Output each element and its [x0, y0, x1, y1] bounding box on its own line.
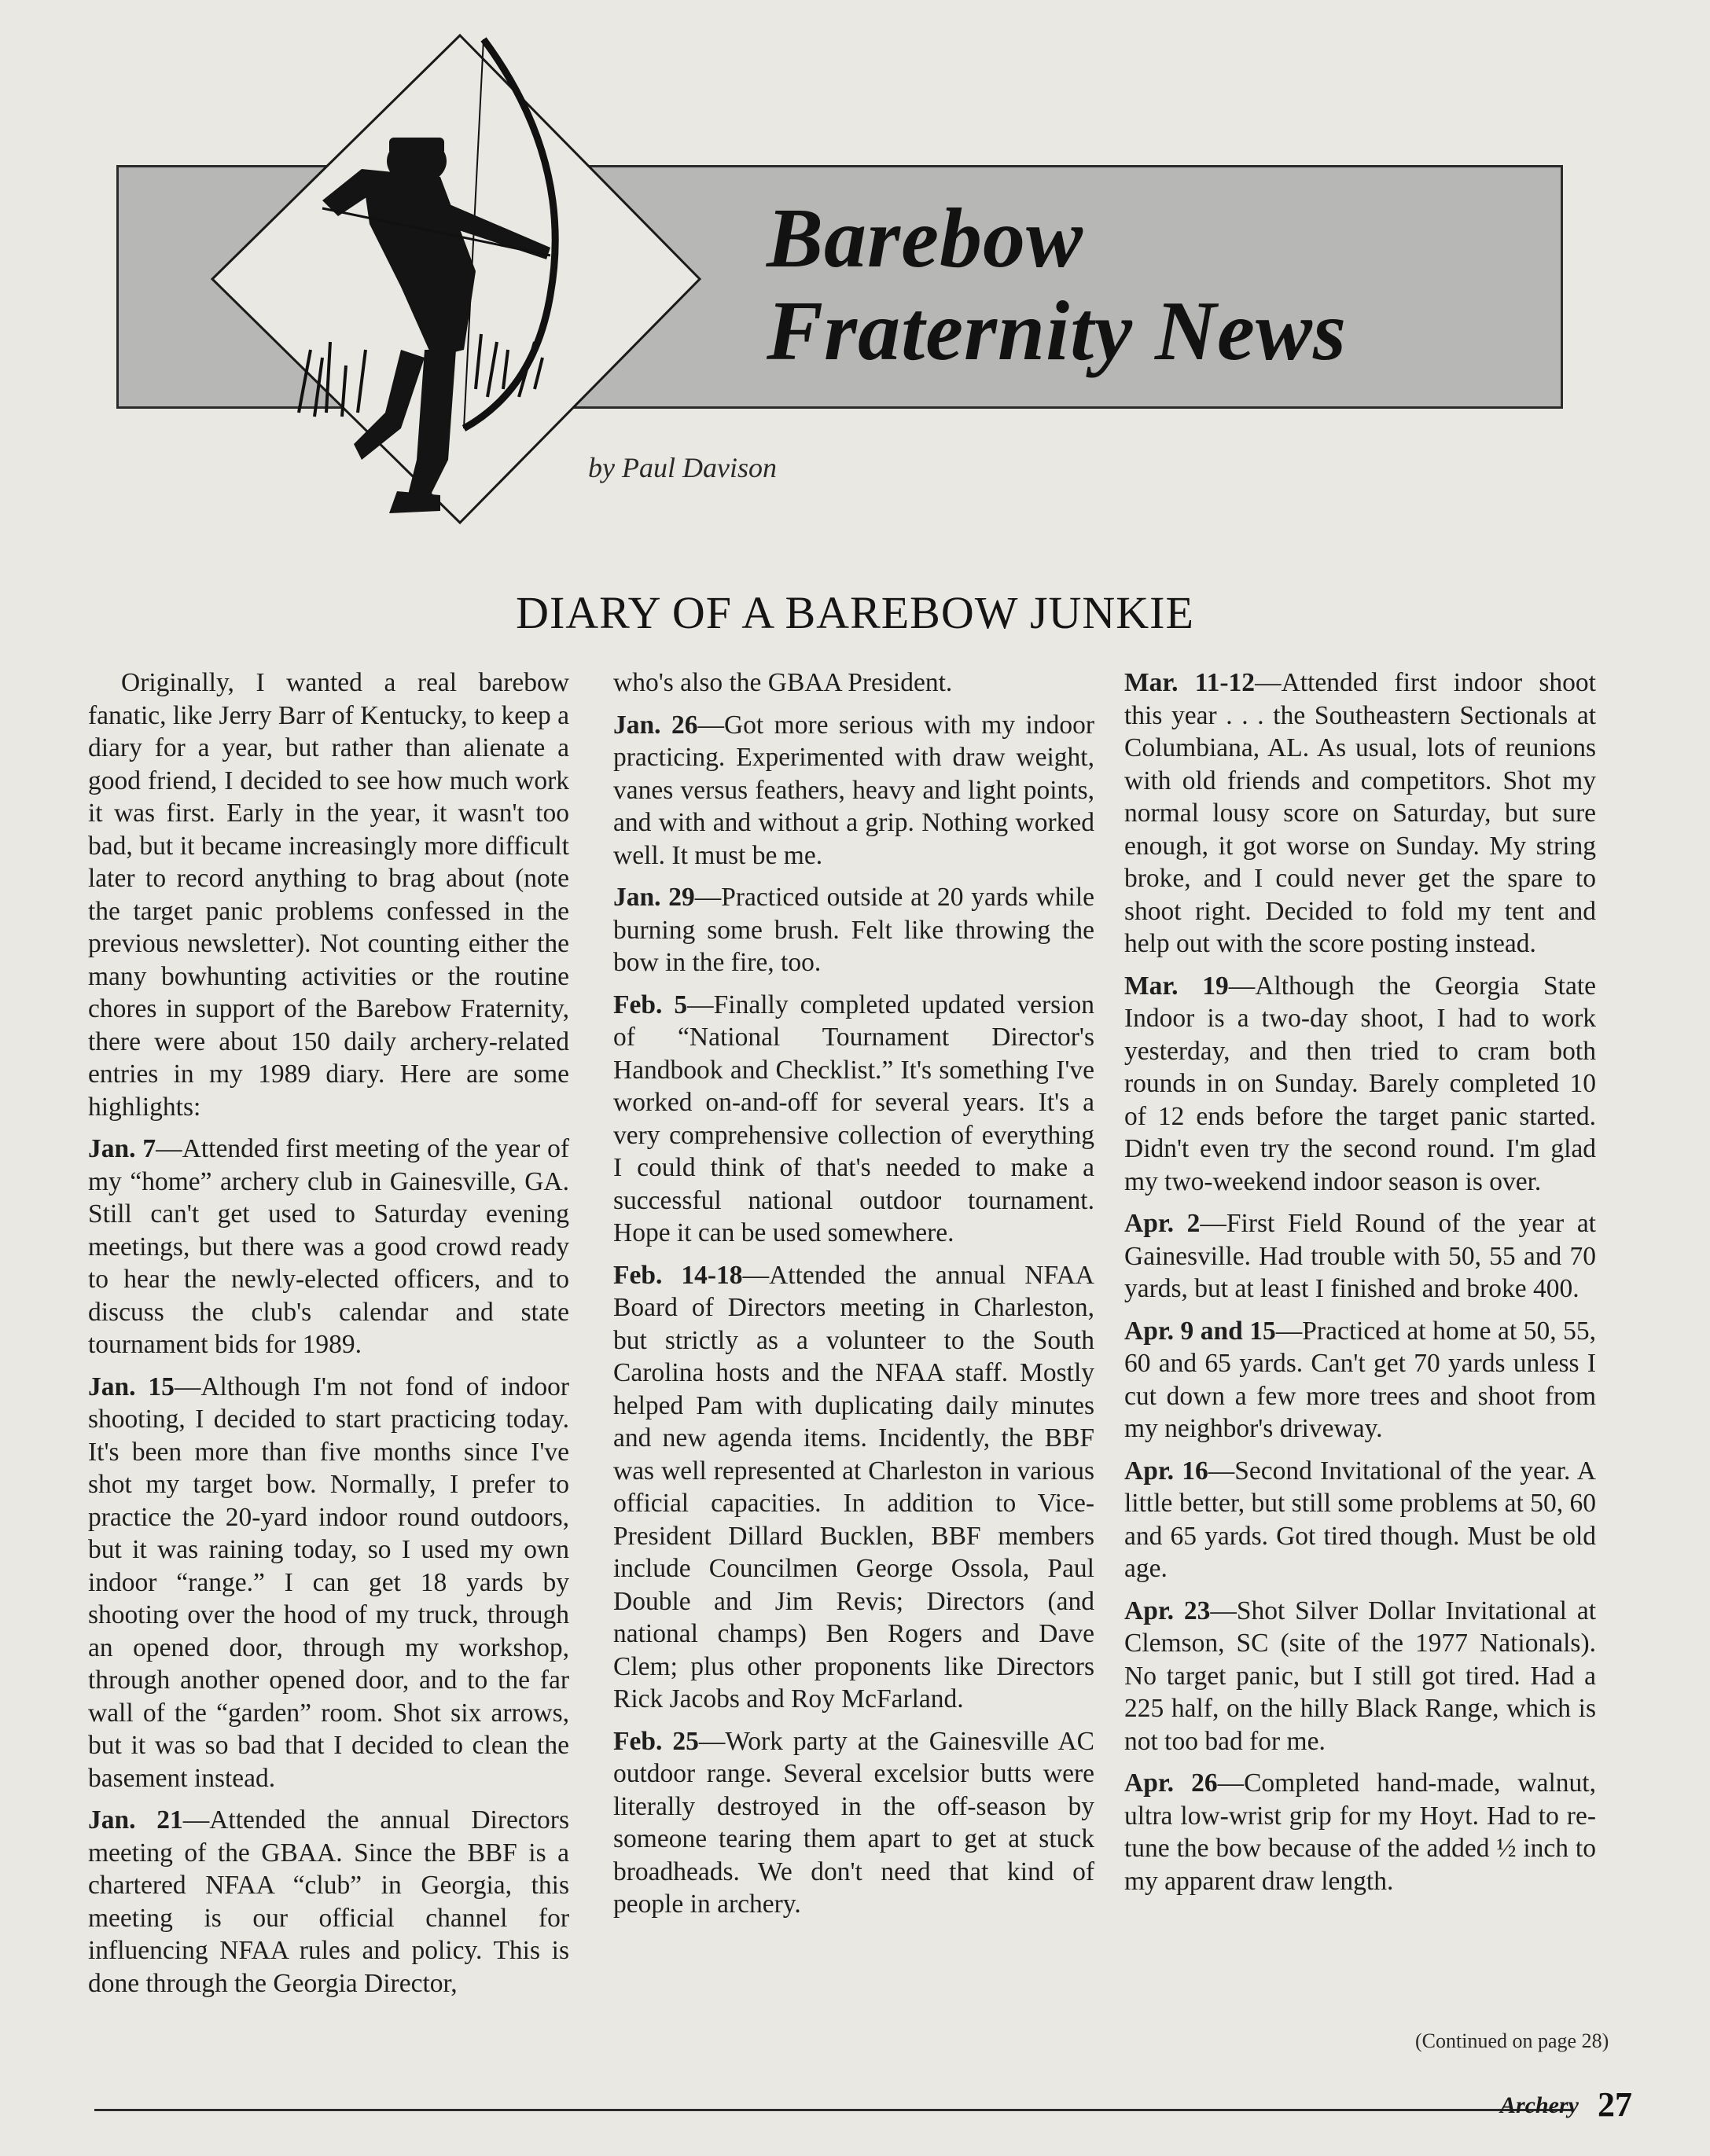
byline: by Paul Davison	[588, 452, 777, 483]
entry-date: Jan. 7	[88, 1134, 156, 1163]
entry-date: Feb. 25	[613, 1726, 699, 1756]
entry-date: Mar. 11-12	[1124, 668, 1256, 697]
entry-text: —Got more serious with my indoor practicing. Experimented with draw weight, vanes versus feathers, heavy and light points, and with and without a grip. Nothing worked well. It must be me.	[613, 710, 1094, 870]
masthead-title-line1: Barebow	[767, 192, 1084, 285]
page-number: 27	[1598, 2085, 1632, 2124]
entry-date: Mar. 19	[1124, 971, 1229, 1001]
entry-date: Apr. 23	[1124, 1596, 1211, 1625]
diary-entry	[613, 881, 1094, 979]
entry-text: —Shot Silver Dollar Invitational at Clemson, SC (site of the 1977 Nationals). No target panic, but I still got tired. Had a 225 half, on the hilly Black Range, which is not too bad for me.	[1124, 1596, 1596, 1756]
entry-text: who's also the GBAA President.	[613, 668, 953, 697]
diary-entry	[1124, 1455, 1596, 1585]
entry-text: —Work party at the Gainesville AC outdoor range. Several excelsior butts were literally destroyed in the off-season by someone tearing them apart to get at stuck broadheads. We don't need that kind of people in archery.	[613, 1726, 1095, 1919]
article-headline: DIARY OF A BAREBOW JUNKIE	[516, 587, 1194, 638]
article-column-1	[88, 667, 569, 2009]
diary-entry-continuation	[613, 667, 1094, 700]
diary-entry	[88, 1804, 569, 2000]
entry-text: —Although the Georgia State Indoor is a two-day shoot, I had to work yesterday, and then tried to cram both rounds in on Sunday. Barely completed 10 of 12 ends before the target panic started. Didn't even try the second round. I'm glad my two-weekend indoor season is over.	[1124, 971, 1596, 1196]
entry-text: —Completed hand-made, walnut, ultra low-wrist grip for my Hoyt. Had to re-tune the bow because of the added ½ inch to my apparent draw length.	[1124, 1769, 1596, 1896]
entry-text: —Although I'm not fond of indoor shooting, I decided to start practicing today. It's been more than five months since I've shot my target bow. Normally, I prefer to practice the 20-yard indoor round outdoors, but it was raining today, so I used my own indoor “range.” I can get 18 yards by shooting over the hood of my truck, through an opened door, through my workshop, through another opened door, and to the far wall of the “garden” room. Shot six arrows, but it was so bad that I decided to clean the basement instead.	[88, 1372, 569, 1793]
entry-date: Jan. 15	[88, 1372, 175, 1401]
entry-text: —Practiced at home at 50, 55, 60 and 65 yards. Can't get 70 yards unless I cut down a few more trees and shoot from my neighbor's driveway.	[1124, 1316, 1597, 1443]
entry-text: —Attended first meeting of the year of my “home” archery club in Gainesville, GA. Still can't get used to Saturday evening meetings, but there was a good crowd ready to hear the newly-elected officers, and to discuss the club's calendar and state tournament bids for 1989.	[88, 1134, 569, 1359]
entry-text: —First Field Round of the year at Gainesville. Had trouble with 50, 55 and 70 yards, but at least I finished and broke 400.	[1124, 1209, 1596, 1303]
entry-text: —Attended the annual NFAA Board of Directors meeting in Charleston, but strictly as a volunteer to the South Carolina hosts and the NFAA staff. Mostly helped Pam with duplicating daily minutes and new agenda items. Incidently, the BBF was well represented at Charleston in various official capacities. In addition to Vice-President Dillard Bucklen, BBF members include Councilmen George Ossola, Paul Double and Jim Revis; Directors (and national champs) Ben Rogers and Dave Clem; plus other proponents like Directors Rick Jacobs and Roy McFarland.	[613, 1260, 1094, 1713]
diary-entry	[1124, 1315, 1596, 1445]
masthead-title	[767, 193, 1553, 378]
diary-entry	[88, 1371, 569, 1795]
entry-date: Feb. 14-18	[613, 1260, 743, 1290]
diary-entry	[1124, 970, 1596, 1199]
continued-note: (Continued on page 28)	[1415, 2029, 1609, 2052]
entry-date: Apr. 16	[1124, 1456, 1208, 1486]
footer-magazine-name: Archery	[1500, 2092, 1579, 2118]
masthead-title-line2: Fraternity News	[767, 285, 1348, 378]
entry-text: —Practiced outside at 20 yards while burning some brush. Felt like throwing the bow in the fire, too.	[613, 883, 1094, 977]
diary-entry	[1124, 1207, 1596, 1306]
entry-date: Feb. 5	[613, 990, 688, 1019]
footer-rule	[94, 2109, 1572, 2111]
entry-date: Apr. 26	[1124, 1769, 1218, 1798]
entry-date: Apr. 9 and 15	[1124, 1316, 1276, 1346]
diary-entry	[1124, 667, 1596, 960]
entry-date: Apr. 2	[1124, 1209, 1201, 1238]
diary-entry	[613, 709, 1094, 872]
article-column-3	[1124, 667, 1596, 1907]
article-intro: Originally, I wanted a real barebow fanatic, like Jerry Barr of Kentucky, to keep a diary for a year, but rather than alienate a good friend, I decided to see how much work it was first. Early in the year, it wasn't too bad, but it became increasingly more difficult later to record anything to brag about (note the target panic problems confessed in the previous newsletter). Not counting either the many bowhunting activities or the routine chores in support of the Barebow Fraternity, there were about 150 daily archery-related entries in my 1989 diary. Here are some highlights:	[88, 668, 569, 1122]
diary-entry	[613, 1725, 1094, 1921]
entry-text: —Second Invitational of the year. A little better, but still some problems at 50, 60 and 65 yards. Got tired though. Must be old age.	[1124, 1456, 1596, 1583]
diary-entry	[88, 1133, 569, 1361]
entry-text: —Finally completed updated version of “National Tournament Director's Handbook and Checklist.” It's something I've worked on-and-off for several years. It's a very comprehensive collection of everything I could think of that's needed to make a successful national outdoor tournament. Hope it can be used somewhere.	[613, 990, 1094, 1247]
entry-text: —Attended the annual Directors meeting of the GBAA. Since the BBF is a chartered NFAA “club” in Georgia, this meeting is our official channel for influencing NFAA rules and policy. This is done through the Georgia Director,	[88, 1805, 569, 1998]
diary-entry	[613, 1259, 1094, 1716]
article-column-2	[613, 667, 1094, 1930]
entry-text: —Attended first indoor shoot this year . . . the Southeastern Sectionals at Columbiana, AL. As usual, lots of reunions with old friends and competitors. Shot my normal lousy score on Saturday, but sure enough, it got worse on Sunday. My string broke, and I could never get the spare to shoot right. Decided to fold my tent and help out with the score posting instead.	[1124, 668, 1596, 958]
entry-date: Jan. 26	[613, 710, 698, 740]
entry-date: Jan. 21	[88, 1805, 183, 1835]
diary-entry	[1124, 1767, 1596, 1897]
entry-date: Jan. 29	[613, 883, 695, 912]
diary-entry	[1124, 1595, 1596, 1758]
diary-entry	[613, 989, 1094, 1250]
